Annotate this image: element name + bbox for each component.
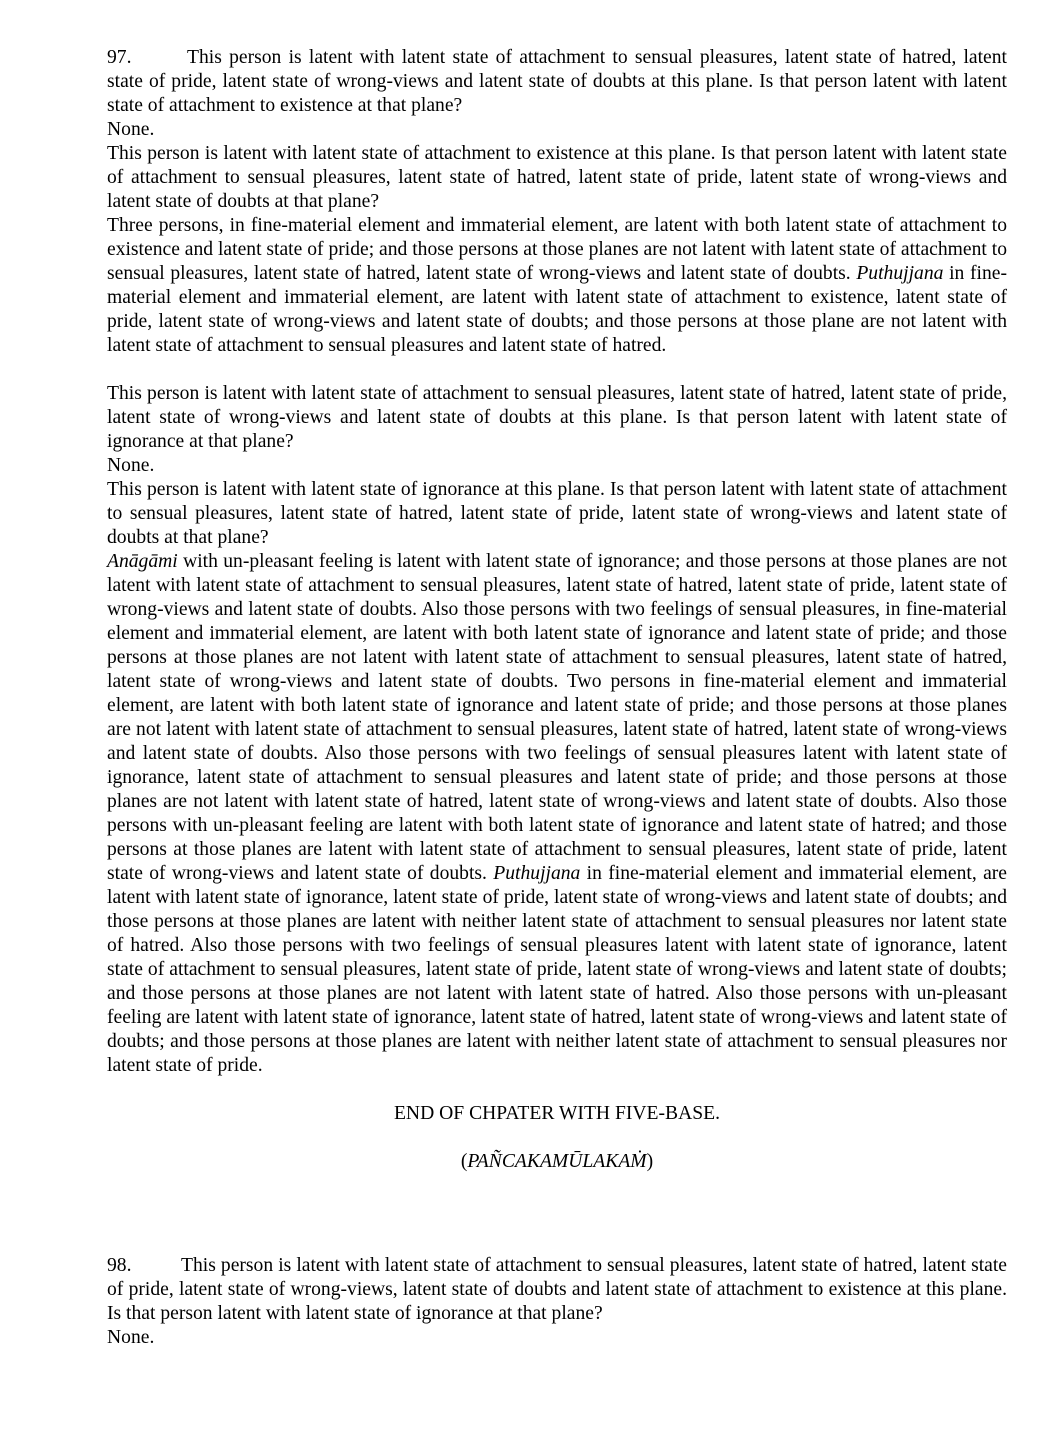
pali-term: Anāgāmi bbox=[107, 551, 178, 572]
answer-text: in fine-material element and immaterial element, are latent with latent state of attachment to existence, latent state of pride, latent state of wrong-views and latent state of doubts; and those persons at those plane are not latent with latent state of attachment to sensual pleasures and latent state of hatred. bbox=[107, 263, 1007, 356]
section-97-answer-3: None. bbox=[107, 455, 155, 476]
paragraph-gap bbox=[107, 358, 1007, 382]
section-97-question-1 bbox=[107, 46, 1007, 118]
section-97-answer-2 bbox=[107, 214, 1007, 358]
section-98-question-1 bbox=[107, 1254, 1007, 1326]
chapter-end-subtitle bbox=[107, 1150, 1007, 1174]
section-98 bbox=[107, 1254, 1007, 1350]
section-97-answer-1: None. bbox=[107, 119, 155, 140]
section-98-answer-1: None. bbox=[107, 1327, 155, 1348]
section-97-question-2: This person is latent with latent state of attachment to existence at this plane. Is that person latent with latent state of attachment to sensual pleasures, latent state of hatred, latent state of pride, latent state of wrong-views and latent state of doubts at that plane? bbox=[107, 143, 1007, 212]
question-text: This person is latent with latent state of attachment to sensual pleasures, latent state of hatred, latent state of pride, latent state of wrong-views and latent state of doubts at this plane. Is that person latent with latent state of attachment to existence at that plane? bbox=[107, 47, 1007, 116]
pali-term: Puthujjana bbox=[856, 263, 944, 284]
answer-text: Three persons, in fine-material element and immaterial element, are latent with both latent state of attachment to existence and latent state of pride; and those persons at those planes are not latent with latent state of attachment to sensual pleasures, latent state of hatred, latent state of wrong-views and latent state of doubts. bbox=[107, 215, 1007, 284]
answer-text: in fine-material element and immaterial element, are latent with latent state of ignorance, latent state of pride, latent state of wrong-views and latent state of doubts; and those persons at those planes are latent with neither latent state of attachment to sensual pleasures nor latent state of hatred. Also those persons with two feelings of sensual pleasures latent with latent state of ignorance, latent state of attachment to sensual pleasures, latent state of pride, latent state of wrong-views and latent state of doubts; and those persons at those planes are not latent with latent state of hatred. Also those persons with un-pleasant feeling are latent with latent state of ignorance, latent state of hatred, latent state of wrong-views and latent state of doubts; and those persons at those planes are latent with neither latent state of attachment to sensual pleasures nor latent state of pride. bbox=[107, 863, 1007, 1076]
question-text: This person is latent with latent state of attachment to sensual pleasures, latent state of hatred, latent state of pride, latent state of wrong-views, latent state of doubts and latent state of attachment to existence at this plane. Is that person latent with latent state of ignorance at that plane? bbox=[107, 1255, 1007, 1324]
section-number: 98. bbox=[107, 1255, 132, 1276]
section-97-answer-4 bbox=[107, 550, 1007, 1078]
section-number: 97. bbox=[107, 47, 132, 68]
answer-text: with un-pleasant feeling is latent with latent state of ignorance; and those persons at those planes are not latent with latent state of attachment to sensual pleasures, latent state of hatred, latent state of pride, latent state of wrong-views and latent state of doubts. Also those persons with two feelings of sensual pleasures, in fine-material element and immaterial element, are latent with both latent state of ignorance and latent state of pride; and those persons at those planes are not latent with latent state of attachment to sensual pleasures, latent state of hatred, latent state of wrong-views and latent state of doubts. Two persons in fine-material element and immaterial element, are latent with both latent state of ignorance and latent state of pride; and those persons at those planes are not latent with latent state of attachment to sensual pleasures, latent state of hatred, latent state of wrong-views and latent state of doubts. Also those persons with two feelings of sensual pleasures latent with latent state of ignorance, latent state of attachment to sensual pleasures and latent state of pride; and those persons at those planes are not latent with latent state of hatred, latent state of wrong-views and latent state of doubts. Also those persons with un-pleasant feeling are latent with both latent state of ignorance and latent state of hatred; and those persons at those planes are latent with latent state of attachment to sensual pleasures, latent state of pride, latent state of wrong-views and latent state of doubts. bbox=[107, 551, 1007, 884]
subtitle-close-paren: ) bbox=[646, 1151, 654, 1172]
chapter-end-heading: END OF CHPATER WITH FIVE-BASE. bbox=[393, 1103, 721, 1124]
pali-chapter-title: PAÑCAKAMŪLAKAṀ bbox=[467, 1151, 647, 1172]
section-97-question-4: This person is latent with latent state of ignorance at this plane. Is that person latent with latent state of attachment to sensual pleasures, latent state of hatred, latent state of pride, latent state of wrong-views and latent state of doubts at that plane? bbox=[107, 479, 1007, 548]
document-page bbox=[107, 46, 1007, 1350]
subtitle-open-paren: ( bbox=[460, 1151, 468, 1172]
pali-term: Puthujjana bbox=[493, 863, 581, 884]
section-97-question-3: This person is latent with latent state of attachment to sensual pleasures, latent state of hatred, latent state of pride, latent state of wrong-views and latent state of doubts at this plane. Is that person latent with latent state of ignorance at that plane? bbox=[107, 383, 1007, 452]
